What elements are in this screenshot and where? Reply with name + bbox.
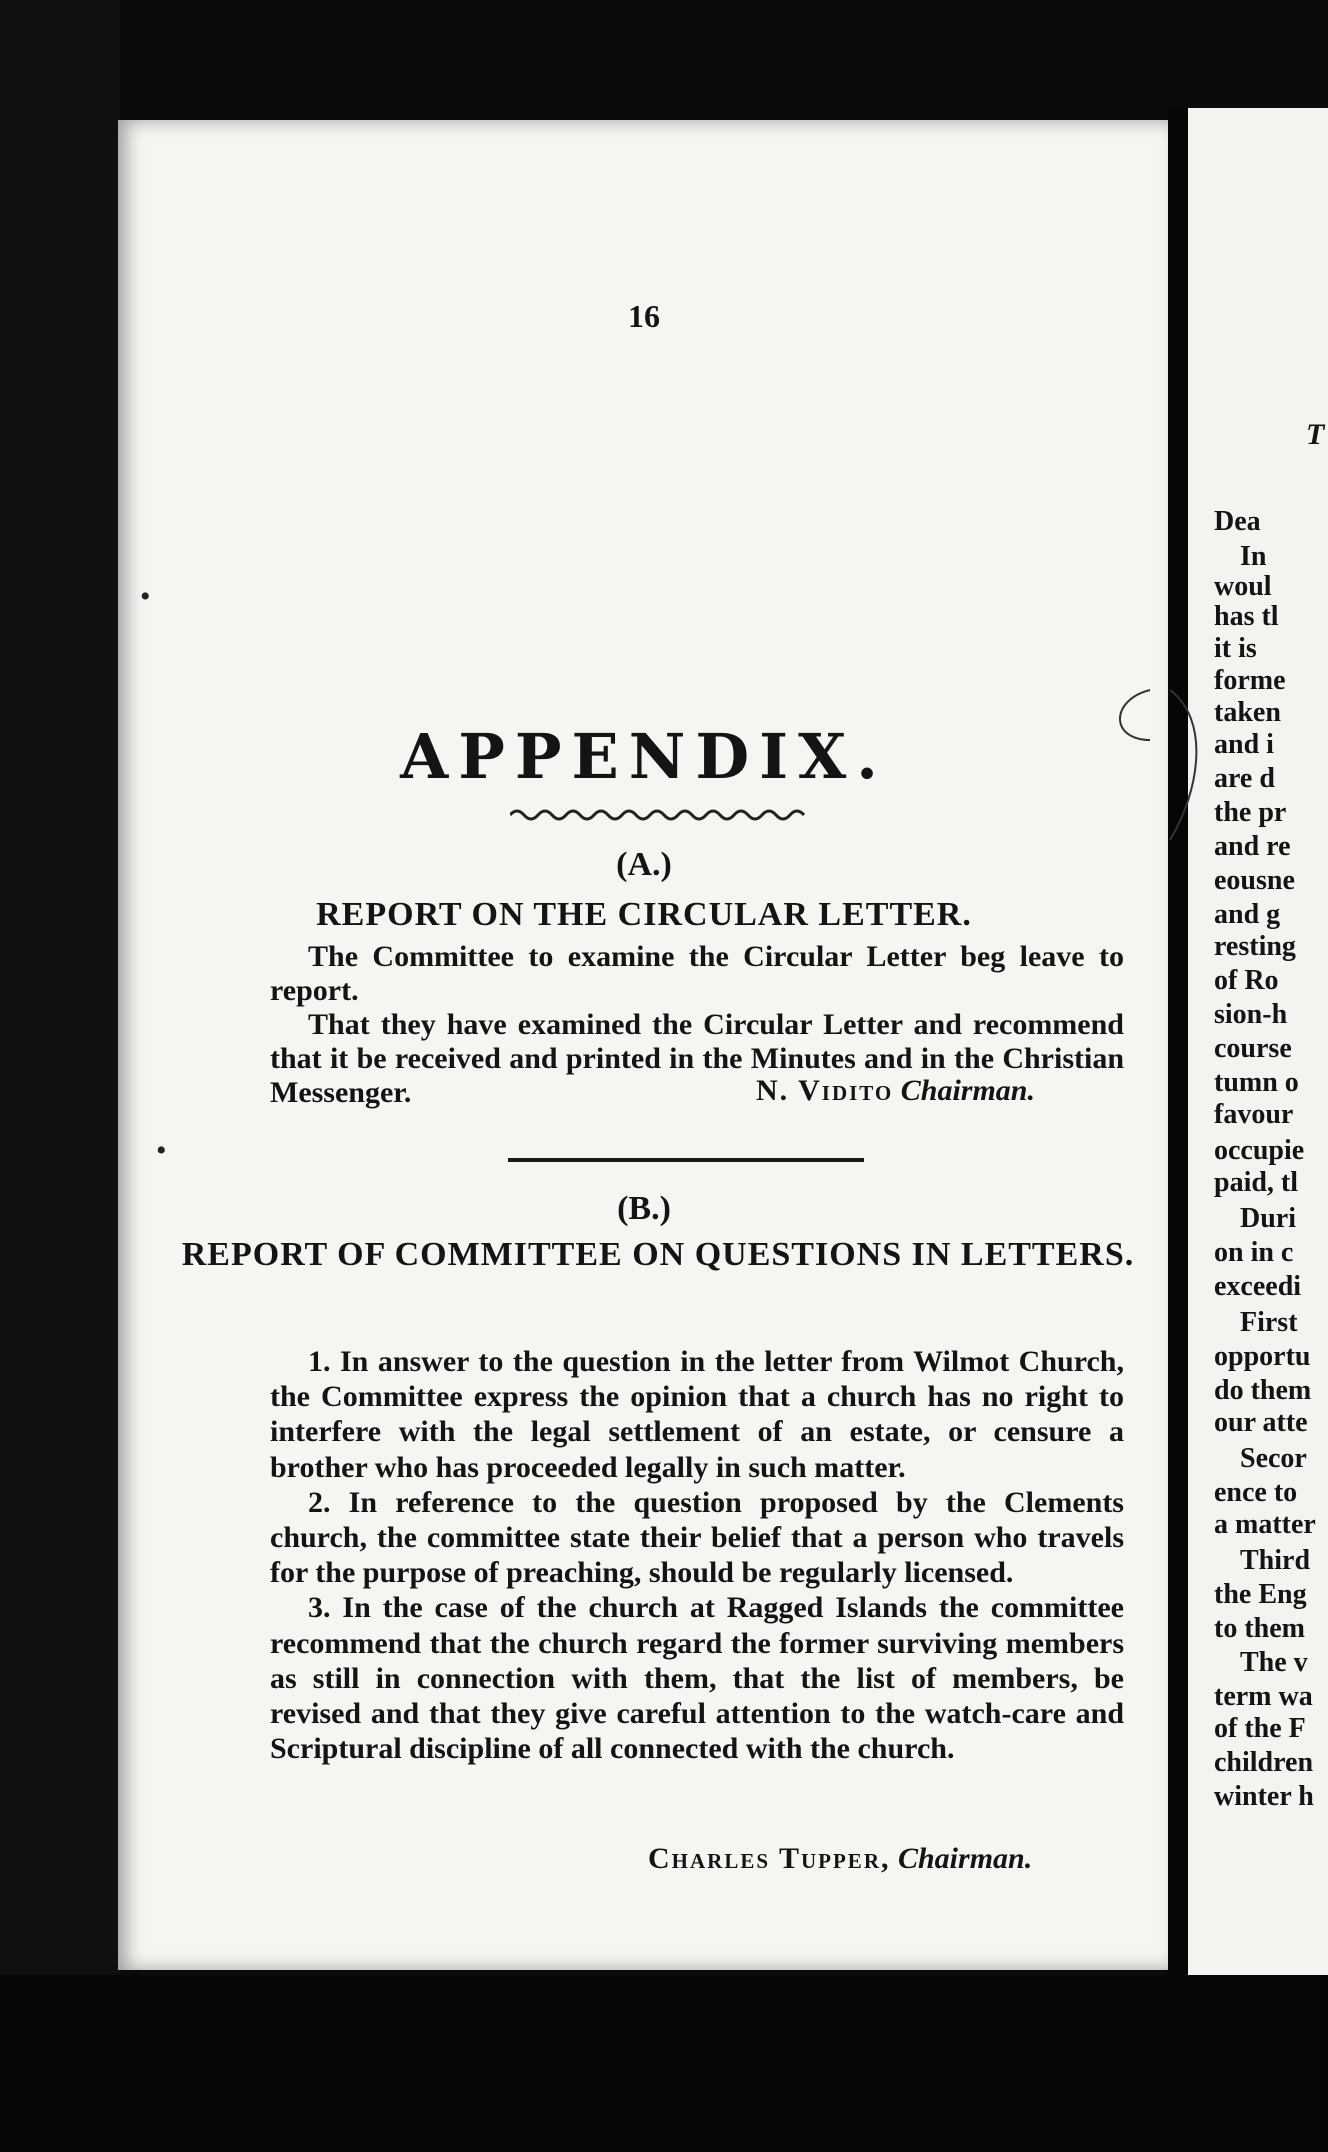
right-page-line: of the F: [1214, 1713, 1306, 1744]
right-page-line: and re: [1214, 831, 1291, 862]
right-page-line: paid, tl: [1214, 1167, 1299, 1198]
right-page-line: winter h: [1214, 1781, 1314, 1812]
right-page-line: term wa: [1214, 1681, 1313, 1712]
right-page-line: opportu: [1214, 1341, 1311, 1372]
right-page-fragment: [1188, 108, 1328, 1988]
right-page-line: on in c: [1214, 1237, 1294, 1268]
section-b-label: (B.): [617, 1190, 671, 1227]
right-page-line: and g: [1214, 899, 1281, 930]
section-b-title: REPORT OF COMMITTEE ON QUESTIONS IN LETTERS.: [181, 1236, 1135, 1273]
right-page-line: favour: [1214, 1099, 1294, 1130]
book-gutter: [1168, 108, 1188, 1988]
right-page-line: children: [1214, 1747, 1314, 1778]
right-page-line: course: [1214, 1033, 1292, 1064]
right-page-line: forme: [1214, 665, 1286, 696]
appendix-heading: APPENDIX.: [400, 720, 888, 793]
right-page-line: the Eng: [1214, 1579, 1307, 1610]
signature-name: Charles Tupper,: [648, 1842, 891, 1875]
right-page-line: woul: [1214, 571, 1272, 602]
right-page-line: it is: [1214, 633, 1257, 664]
ink-speck: •: [140, 580, 151, 613]
scan-border-left: [0, 0, 120, 2152]
right-page-line: has tl: [1214, 601, 1279, 632]
right-page-line: sion-h: [1214, 999, 1288, 1030]
left-page: [118, 120, 1170, 1970]
right-page-line: Dea: [1214, 506, 1261, 537]
right-page-line: our atte: [1214, 1407, 1308, 1438]
right-page-line: taken: [1214, 697, 1281, 728]
section-a-paragraph: The Committee to examine the Circular Letter beg leave to report.: [270, 940, 1124, 1007]
section-b-paragraph: 1. In answer to the question in the letter from Wilmot Church, the Committee express the opinion that a church has no right to interfere with the legal settlement of an estate, or censure a brother who has proceeded legally in such matter.: [270, 1345, 1124, 1484]
right-page-line: to them: [1214, 1613, 1305, 1644]
scan-border-bottom: [0, 1975, 1328, 2152]
section-divider-rule: [508, 1158, 864, 1162]
section-a-paragraph: That they have examined the Circular Letter and recommend that it be received and printed in the Minutes and in the Christian Messenger.: [270, 1008, 1124, 1109]
section-b-paragraph: 2. In reference to the question proposed by the Clements church, the committee state their belief that a person who travels for the purpose of preaching, should be regularly licensed.: [270, 1485, 1124, 1590]
ink-speck: •: [156, 1134, 167, 1167]
right-page-line: a matter: [1214, 1509, 1316, 1540]
right-page-line: Secor: [1240, 1443, 1307, 1474]
right-page-line: and i: [1214, 729, 1274, 760]
right-page-line: of Ro: [1214, 965, 1279, 996]
signature-role: Chairman.: [897, 1842, 1033, 1875]
section-b-paragraph: 3. In the case of the church at Ragged Islands the committee recommend that the church regard the former surviving members as still in connection with them, that the list of members, be revised and that they give careful attention to the watch-care and Scriptural discipline of all connected with the church.: [270, 1591, 1124, 1766]
right-page-line: Duri: [1240, 1203, 1296, 1234]
page-number: 16: [628, 298, 660, 334]
right-page-line: the pr: [1214, 797, 1287, 828]
signature-name: N. Vidito: [756, 1074, 894, 1107]
right-page-line: resting: [1214, 931, 1296, 962]
right-page-line: The v: [1240, 1647, 1308, 1678]
wavy-divider: [510, 806, 806, 824]
right-page-line: are d: [1214, 763, 1275, 794]
right-page-line: occupie: [1214, 1135, 1305, 1166]
right-page-line: eousne: [1214, 865, 1295, 896]
right-page-heading: T: [1306, 418, 1325, 451]
right-page-line: In: [1240, 541, 1267, 572]
section-b-body: [270, 1344, 1124, 1766]
signature-role: Chairman.: [900, 1074, 1035, 1107]
right-page-line: Third: [1240, 1545, 1311, 1576]
section-a-title: REPORT ON THE CIRCULAR LETTER.: [316, 896, 972, 933]
right-page-line: ence to: [1214, 1477, 1298, 1508]
right-page-line: exceedi: [1214, 1271, 1302, 1302]
right-page-line: First: [1240, 1307, 1298, 1338]
section-a-signature: [756, 1074, 1035, 1108]
right-page-line: tumn o: [1214, 1067, 1299, 1098]
section-b-signature: [648, 1842, 1032, 1876]
right-page-line: do them: [1214, 1375, 1312, 1406]
pencil-bracket-mark: [1110, 680, 1230, 880]
section-a-label: (A.): [616, 846, 672, 883]
